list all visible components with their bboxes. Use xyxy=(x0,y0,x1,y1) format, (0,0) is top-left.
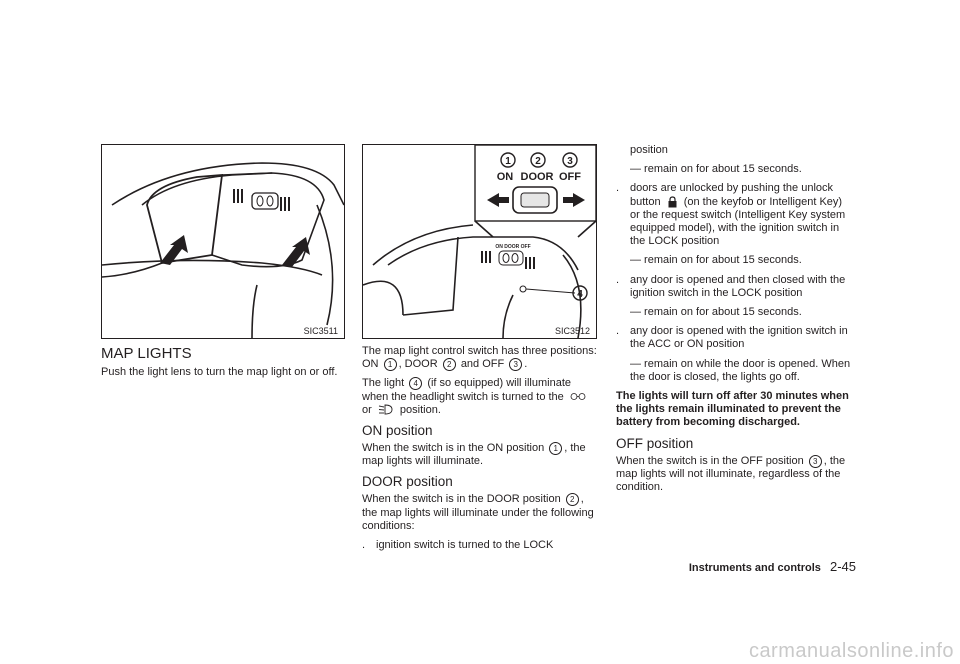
callout-2-inline: 2 xyxy=(566,493,579,506)
paragraph-light: The light 4 (if so equipped) will illuminate when the headlight switch is turned to the or position. xyxy=(362,377,598,417)
figure-map-light-switch xyxy=(362,144,597,339)
callout-3: 3 xyxy=(567,156,573,167)
paragraph-intro: The map light control switch has three positions: ON 1 , DOOR 2 and OFF 3 . xyxy=(362,345,597,371)
map-light-illustration xyxy=(102,145,344,338)
figure-code: SIC3511 xyxy=(303,326,338,336)
parking-light-icon xyxy=(570,392,586,401)
callout-1-inline: 1 xyxy=(549,442,562,455)
page-number: 2-45 xyxy=(829,559,856,574)
callout-4-inline: 4 xyxy=(409,377,422,390)
paragraph-door: When the switch is in the DOOR position 2 , the map lights will illuminate under the following conditions: xyxy=(362,493,594,532)
sub-item: — remain on for about 15 seconds. xyxy=(630,254,802,267)
column-1 xyxy=(101,345,346,385)
paragraph-off: When the switch is in the OFF position 3 , the map lights will not illuminate, regardless of the condition. xyxy=(616,454,846,494)
section-title: Instruments and controls xyxy=(688,562,821,574)
page-footer xyxy=(689,559,856,574)
list-item: . doors are unlocked by pushing the unlock button (on the keyfob or Intelligent Key) or the request switch (Intelligent Key system equipped model), with the ignition switch in the LOCK position xyxy=(616,182,846,248)
figure-map-lights xyxy=(101,144,345,339)
label-switch-small: ON DOOR OFF xyxy=(495,244,531,250)
section-heading: MAP LIGHTS xyxy=(101,345,192,362)
heading-off-position: OFF position xyxy=(616,435,694,451)
list-item: . ignition switch is turned to the LOCK xyxy=(362,539,554,552)
list-item: . any door is opened with the ignition switch in the ACC or ON position xyxy=(616,325,848,351)
figure-code: SIC3512 xyxy=(554,326,590,336)
callout-3-inline: 3 xyxy=(509,358,522,371)
heading-door-position: DOOR position xyxy=(362,474,453,490)
watermark: carmanualsonline.info xyxy=(748,640,954,662)
sub-item: — remain on while the door is opened. When the door is closed, the lights go off. xyxy=(630,357,851,383)
callout-1-inline: 1 xyxy=(384,358,397,371)
callout-4: 4 xyxy=(577,289,583,300)
headlight-icon xyxy=(378,404,394,415)
callout-2-inline: 2 xyxy=(443,358,456,371)
warning-text: The lights will turn off after 30 minutes when the lights remain illuminated to prevent the battery from becoming discharged. xyxy=(616,390,849,429)
label-on: ON xyxy=(496,171,514,183)
callout-1: 1 xyxy=(505,156,511,167)
paragraph-on: When the switch is in the ON position 1 , the map lights will illuminate. xyxy=(362,442,586,468)
list-item: . any door is opened and then closed with the ignition switch in the LOCK position xyxy=(616,273,846,299)
callout-2: 2 xyxy=(535,156,541,167)
continuation: position xyxy=(630,144,668,156)
column-3 xyxy=(616,144,852,500)
paragraph: Push the light lens to turn the map light on or off. xyxy=(101,366,338,378)
sub-item: — remain on for about 15 seconds. xyxy=(630,163,802,176)
column-2 xyxy=(362,345,598,558)
sub-item: — remain on for about 15 seconds. xyxy=(630,306,802,319)
lock-icon xyxy=(667,196,678,208)
switch-illustration xyxy=(363,145,596,338)
label-off: OFF xyxy=(559,171,581,183)
heading-on-position: ON position xyxy=(362,423,433,439)
label-door: DOOR xyxy=(520,171,554,183)
callout-3-inline: 3 xyxy=(809,455,822,468)
